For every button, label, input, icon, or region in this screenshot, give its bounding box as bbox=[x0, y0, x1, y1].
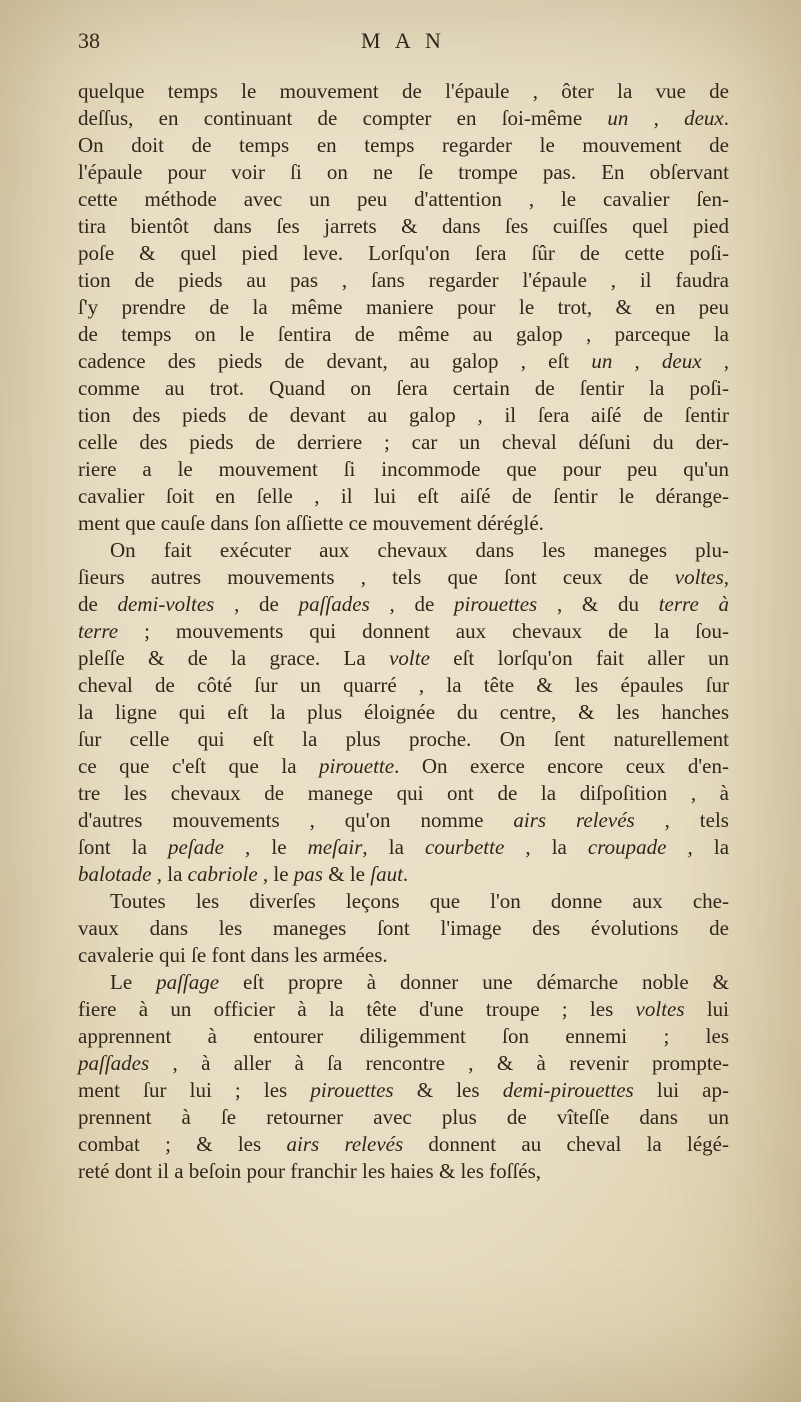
text-line: d'autres mouvements , qu'on nomme airs relevés , tels bbox=[78, 808, 729, 832]
text-line: tira bientôt dans ſes jarrets & dans ſes cuiſſes quel pied bbox=[78, 214, 729, 238]
text-line: On doit de temps en temps regarder le mouvement de bbox=[78, 133, 729, 157]
text-line: prennent à ſe retourner avec plus de vîteſſe dans un bbox=[78, 1105, 729, 1129]
paragraph bbox=[78, 78, 729, 537]
text-line: poſe & quel pied leve. Lorſqu'on ſera ſûr de cette poſi- bbox=[78, 241, 729, 265]
text-line: reté dont il a beſoin pour franchir les haies & les foſſés, bbox=[78, 1159, 542, 1183]
text-line: ce que c'eſt que la pirouette. On exerce encore ceux d'en- bbox=[78, 754, 729, 778]
text-line: la ligne qui eſt la plus éloignée du centre, & les hanches bbox=[78, 700, 729, 724]
text-line: ſieurs autres mouvements , tels que ſont ceux de voltes, bbox=[78, 565, 729, 589]
text-line: tion de pieds au pas , ſans regarder l'épaule , il faudra bbox=[78, 268, 729, 292]
paragraph bbox=[78, 888, 729, 969]
text-line: ſont la peſade , le meſair, la courbette , la croupade , la bbox=[78, 835, 730, 859]
text-line: fiere à un officier à la tête d'une troupe ; les voltes lui bbox=[78, 997, 729, 1021]
body-text bbox=[78, 78, 729, 1185]
text-line: cavalerie qui ſe font dans les armées. bbox=[78, 943, 388, 967]
text-line: de demi-voltes , de paſſades , de pirouettes , & du terre à bbox=[78, 592, 729, 616]
text-line: celle des pieds de derriere ; car un cheval déſuni du der- bbox=[78, 430, 729, 454]
text-line: tre les chevaux de manege qui ont de la diſpoſition , à bbox=[78, 781, 729, 805]
text-line: de temps on le ſentira de même au galop , parceque la bbox=[78, 322, 729, 346]
text-line: ment ſur lui ; les pirouettes & les demi-pirouettes lui ap- bbox=[78, 1078, 729, 1102]
text-line: tion des pieds de devant au galop , il ſera aiſé de ſentir bbox=[78, 403, 729, 427]
text-line: cheval de côté ſur un quarré , la tête & les épaules ſur bbox=[78, 673, 729, 697]
text-line: riere a le mouvement ſi incommode que pour peu qu'un bbox=[78, 457, 729, 481]
text-line: vaux dans les maneges ſont l'image des évolutions de bbox=[78, 916, 729, 940]
paragraph bbox=[78, 537, 729, 888]
text-line: ſ'y prendre de la même maniere pour le trot, & en peu bbox=[78, 295, 729, 319]
text-line: cadence des pieds de devant, au galop , eſt un , deux , bbox=[78, 349, 730, 373]
running-title: M A N bbox=[361, 28, 446, 53]
text-line: terre ; mouvements qui donnent aux chevaux de la ſou- bbox=[78, 619, 729, 643]
text-line: deſſus, en continuant de compter en ſoi-même un , deux. bbox=[78, 106, 729, 130]
text-line: apprennent à entourer diligemment ſon ennemi ; les bbox=[78, 1024, 729, 1048]
text-line: l'épaule pour voir ſi on ne ſe trompe pas. En obſervant bbox=[78, 160, 729, 184]
paragraph bbox=[78, 969, 729, 1185]
text-line: quelque temps le mouvement de l'épaule , ôter la vue de bbox=[78, 79, 729, 103]
text-line: balotade , la cabriole , le pas & le ſaut. bbox=[78, 862, 409, 886]
text-line: Le paſſage eſt propre à donner une démarche noble & bbox=[110, 970, 729, 994]
text-line: On fait exécuter aux chevaux dans les maneges plu- bbox=[110, 538, 729, 562]
text-line: Toutes les diverſes leçons que l'on donne aux che- bbox=[110, 889, 729, 913]
text-line: combat ; & les airs relevés donnent au cheval la légé- bbox=[78, 1132, 729, 1156]
text-line: cette méthode avec un peu d'attention , le cavalier ſen- bbox=[78, 187, 729, 211]
text-line: comme au trot. Quand on ſera certain de ſentir la poſi- bbox=[78, 376, 729, 400]
page-number: 38 bbox=[78, 28, 100, 53]
text-line: paſſades , à aller à ſa rencontre , & à revenir prompte- bbox=[78, 1051, 729, 1075]
text-line: cavalier ſoit en ſelle , il lui eſt aiſé de ſentir le dérange- bbox=[78, 484, 729, 508]
text-line: pleſſe & de la grace. La volte eſt lorſqu'on fait aller un bbox=[78, 646, 729, 670]
text-line: ment que cauſe dans ſon aſſiette ce mouvement déréglé. bbox=[78, 511, 544, 535]
text-line: ſur celle qui eſt la plus proche. On ſent naturellement bbox=[78, 727, 729, 751]
page-header bbox=[78, 28, 729, 55]
